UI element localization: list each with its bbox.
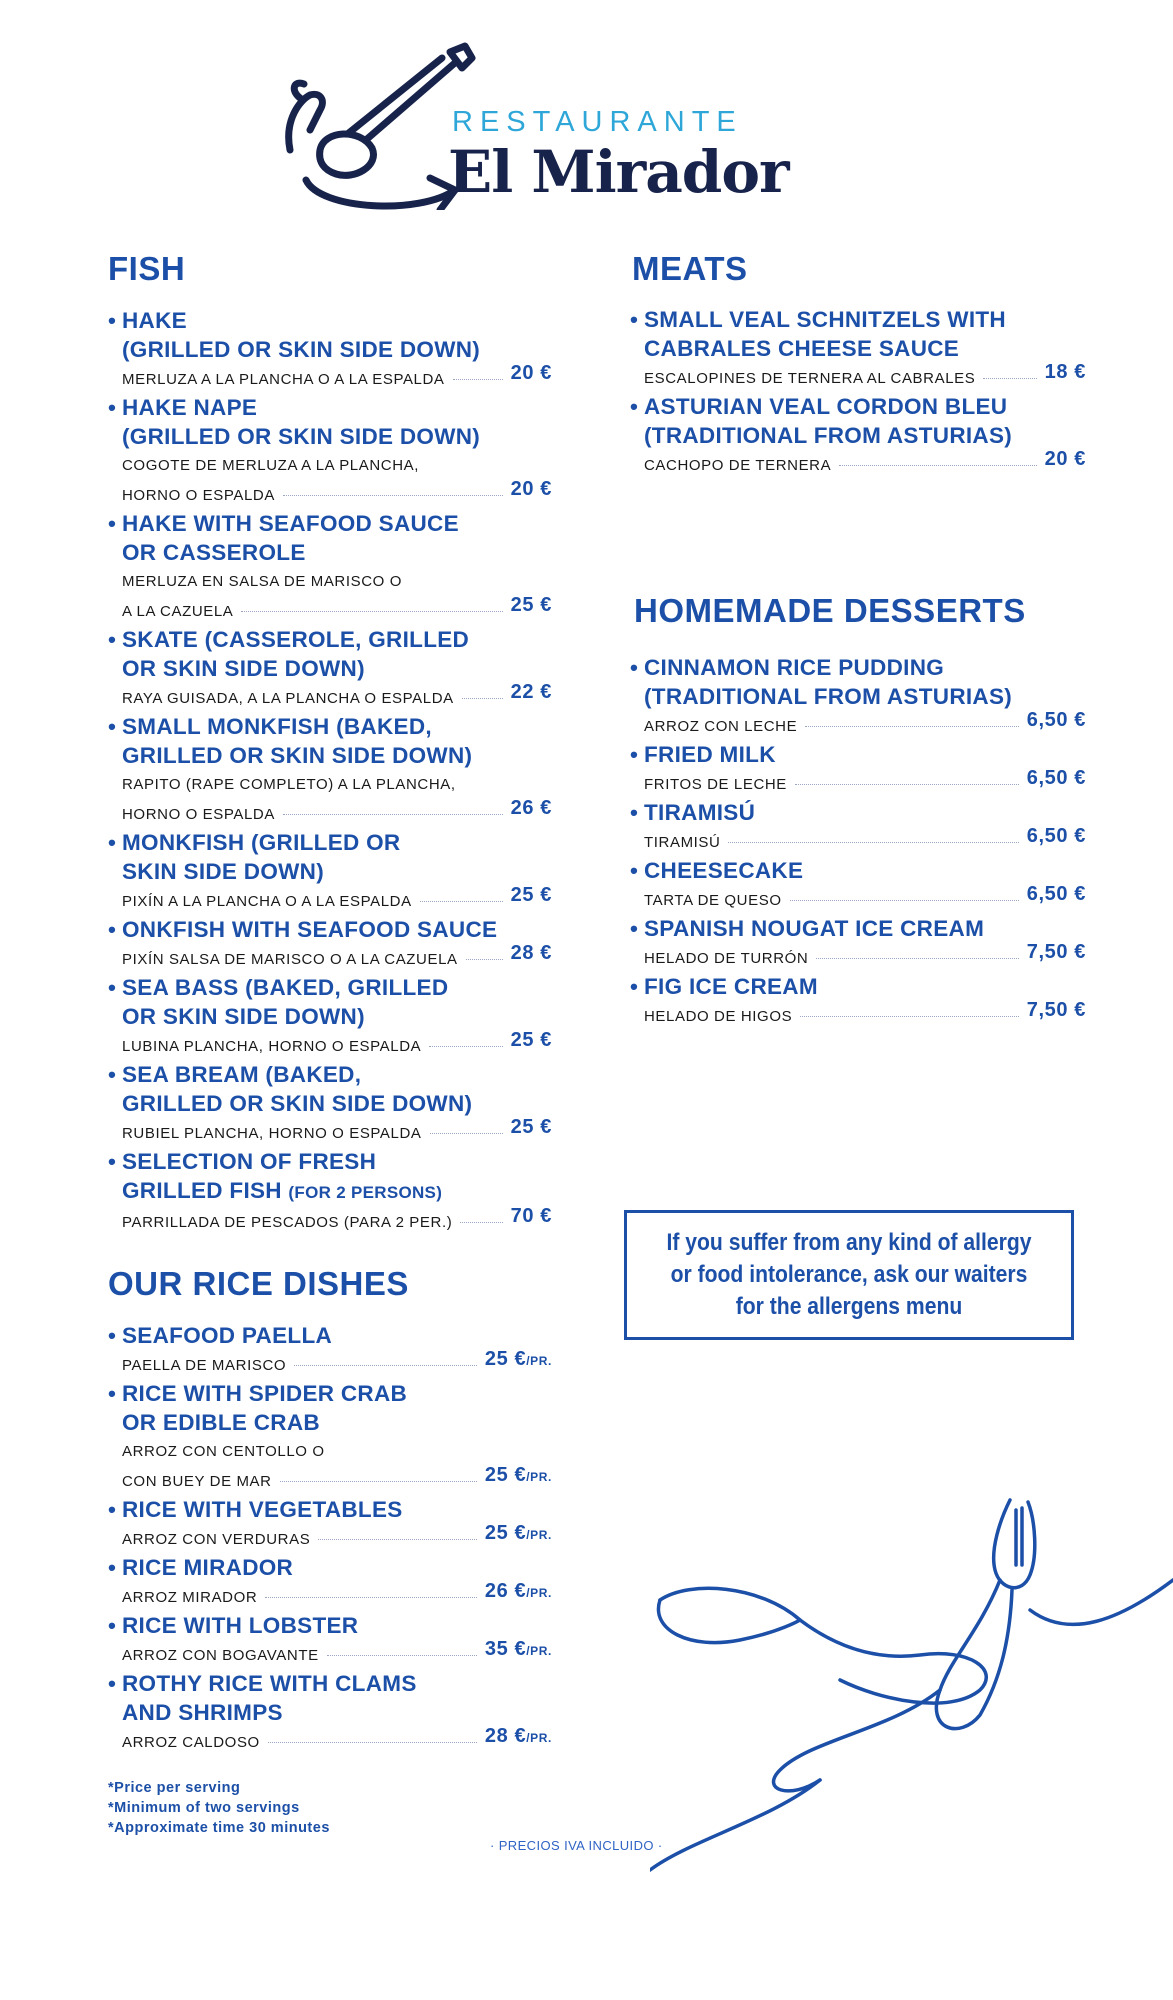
meats-menu-item: [630, 392, 1086, 480]
rice-note: *Minimum of two servings: [108, 1800, 300, 1816]
dotted-leader: [241, 611, 502, 612]
dish-name-en: [630, 305, 1086, 363]
dish-name-text: RICE WITH SPIDER CRAB: [122, 1381, 408, 1406]
fish-menu-item: [108, 509, 552, 626]
dish-name-line: (TRADITIONAL FROM ASTURIAS): [644, 684, 1013, 709]
price-value: 18 €: [1044, 361, 1086, 383]
meats-menu-item: [630, 305, 1086, 393]
dish-name-text: CINNAMON RICE PUDDING: [644, 655, 945, 680]
dish-name-es: [108, 1350, 552, 1381]
dish-spanish-name: ARROZ MIRADOR: [122, 1589, 258, 1606]
dotted-leader: [790, 900, 1019, 901]
dish-spanish-name: ARROZ CON BOGAVANTE: [122, 1647, 319, 1664]
dish-name-line: [630, 972, 1086, 1001]
bullet-icon: •: [108, 975, 117, 1000]
price-value: 20 €: [510, 478, 552, 500]
dish-price: [511, 1202, 552, 1231]
desserts-menu-item: [630, 914, 1086, 973]
dish-name-es: [108, 567, 552, 626]
dish-name-line: [108, 393, 552, 422]
dish-spanish-name: ARROZ CALDOSO: [122, 1734, 260, 1751]
bullet-icon: •: [630, 307, 639, 332]
dish-name-line: [108, 625, 552, 654]
meats-section-title: MEATS: [632, 250, 748, 287]
dish-name-text: SEAFOOD PAELLA: [122, 1323, 333, 1348]
bullet-icon: •: [108, 1149, 117, 1174]
dish-name-text: HAKE: [122, 308, 187, 333]
dish-price: [485, 1577, 552, 1608]
fork-spoon-line-art-icon: [650, 1480, 1173, 1880]
rice-menu-item: [108, 1553, 552, 1613]
dish-spanish-name: COGOTE DE MERLUZA A LA PLANCHA,: [122, 457, 420, 474]
dish-spanish-name: RAYA GUISADA, A LA PLANCHA O ESPALDA: [122, 690, 454, 707]
price-value: 6,50 €: [1026, 767, 1086, 789]
dotted-leader: [460, 1222, 502, 1223]
rice-menu-item: [108, 1379, 552, 1497]
dish-price: [485, 1519, 552, 1550]
dish-spanish-name: MERLUZA EN SALSA DE MARISCO O: [122, 573, 402, 590]
bullet-icon: •: [108, 308, 117, 333]
dish-name-line: [630, 856, 1086, 885]
bullet-icon: •: [108, 395, 117, 420]
price-value: 25 €: [510, 1116, 552, 1138]
dish-spanish-name: ARROZ CON LECHE: [644, 718, 798, 735]
dotted-leader: [983, 378, 1036, 379]
dish-name-line: [108, 1379, 552, 1408]
dish-name-note: (FOR 2 PERSONS): [288, 1183, 443, 1202]
dish-name-text: TIRAMISÚ: [644, 800, 756, 825]
dish-name-line: CABRALES CHEESE SAUCE: [644, 336, 960, 361]
dotted-leader: [420, 901, 503, 902]
dish-spanish-name: MERLUZA A LA PLANCHA O A LA ESPALDA: [122, 371, 445, 388]
dish-price: [511, 1113, 552, 1142]
price-value: 20 €: [1044, 448, 1086, 470]
dish-name-en: [108, 625, 552, 683]
dish-name-line: SKIN SIDE DOWN): [122, 859, 325, 884]
dish-spanish-name: TIRAMISÚ: [644, 834, 721, 851]
dish-name-es: [630, 827, 1086, 857]
dish-name-line: [108, 828, 552, 857]
dish-name-line: [108, 509, 552, 538]
dish-spanish-name: TARTA DE QUESO: [644, 892, 782, 909]
price-value: 20 €: [510, 362, 552, 384]
fish-menu-item: [108, 915, 552, 974]
dish-spanish-name: HORNO O ESPALDA: [122, 487, 275, 504]
price-unit: /PR.: [526, 1528, 552, 1542]
dish-name-en: [108, 1669, 552, 1727]
dish-name-es: [108, 1524, 552, 1555]
dish-name-line: GRILLED OR SKIN SIDE DOWN): [122, 1091, 473, 1116]
bullet-icon: •: [108, 627, 117, 652]
allergy-notice-text: If you suffer from any kind of allergy or food intolerance, ask our waiters for the allergens menu: [666, 1229, 1032, 1320]
dish-name-en: [108, 393, 552, 451]
dish-price: [485, 1722, 552, 1753]
dish-name-es: [108, 683, 552, 713]
rice-menu-item: [108, 1611, 552, 1671]
desserts-menu-item: [630, 740, 1086, 799]
fish-menu-item: [108, 306, 552, 394]
dish-name-line: [108, 915, 552, 944]
price-value: 6,50 €: [1026, 883, 1086, 905]
dish-name-line: OR CASSEROLE: [122, 540, 306, 565]
dish-name-en: [108, 712, 552, 770]
dotted-leader: [816, 958, 1018, 959]
price-value: 22 €: [510, 681, 552, 703]
dotted-leader: [453, 379, 503, 380]
dish-price: [1027, 938, 1086, 967]
desserts-menu-item: [630, 653, 1086, 741]
dish-name-en: [630, 972, 1086, 1001]
dish-price: [511, 939, 552, 968]
bullet-icon: •: [108, 1555, 117, 1580]
dish-price: [485, 1461, 552, 1492]
desserts-menu-item: [630, 856, 1086, 915]
allergy-notice-box: [624, 1210, 1074, 1340]
dish-name-text: SMALL VEAL SCHNITZELS WITH: [644, 307, 1006, 332]
dish-name-text: RICE WITH VEGETABLES: [122, 1497, 403, 1522]
desserts-menu-item: [630, 798, 1086, 857]
dish-price: [485, 1345, 552, 1376]
dish-name-es: [108, 1031, 552, 1061]
dish-name-text: SEA BASS (BAKED, GRILLED: [122, 975, 449, 1000]
price-value: 28 €: [510, 942, 552, 964]
dish-name-line: GRILLED OR SKIN SIDE DOWN): [122, 743, 473, 768]
brand-subtitle: RESTAURANTE: [452, 106, 743, 138]
dish-name-line: OR SKIN SIDE DOWN): [122, 1004, 365, 1029]
dish-name-line: [122, 1176, 552, 1207]
dish-name-text: FRIED MILK: [644, 742, 776, 767]
dish-price: [1027, 822, 1086, 851]
dish-spanish-name: CON BUEY DE MAR: [122, 1473, 272, 1490]
fish-menu-item: [108, 973, 552, 1061]
dish-name-line: AND SHRIMPS: [122, 1700, 283, 1725]
dish-name-line: [630, 914, 1086, 943]
dish-name-es: [108, 1727, 552, 1758]
price-value: 28 €: [484, 1725, 527, 1747]
price-value: 25 €: [484, 1522, 527, 1544]
dish-name-line: [630, 305, 1086, 334]
dotted-leader: [466, 959, 503, 960]
dish-name-line: (TRADITIONAL FROM ASTURIAS): [644, 423, 1013, 448]
dish-name-es: [108, 1437, 552, 1497]
dish-name-text: CHEESECAKE: [644, 858, 804, 883]
dish-name-es: [630, 711, 1086, 741]
rice-menu-item: [108, 1669, 552, 1758]
bullet-icon: •: [630, 742, 639, 767]
dish-name-en: [630, 740, 1086, 769]
dish-name-es: [108, 1582, 552, 1613]
dish-price: [1045, 358, 1086, 387]
dotted-leader: [283, 495, 503, 496]
bullet-icon: •: [630, 394, 639, 419]
dish-name-line: [108, 1669, 552, 1698]
dish-name-es: [630, 1001, 1086, 1031]
dish-price: [485, 1635, 552, 1666]
dish-spanish-name: HELADO DE TURRÓN: [644, 950, 809, 967]
dish-name-line: [630, 798, 1086, 827]
bullet-icon: •: [630, 858, 639, 883]
dish-name-es: [108, 770, 552, 829]
dish-name-text: SEA BREAM (BAKED,: [122, 1062, 362, 1087]
dish-price: [1027, 880, 1086, 909]
dish-price: [1027, 996, 1086, 1025]
dish-name-line: [108, 973, 552, 1002]
dish-spanish-name: PIXÍN A LA PLANCHA O A LA ESPALDA: [122, 893, 412, 910]
dish-name-en: [108, 1147, 552, 1207]
dish-spanish-name: HORNO O ESPALDA: [122, 806, 275, 823]
dish-name-text: SMALL MONKFISH (BAKED,: [122, 714, 432, 739]
price-unit: /PR.: [526, 1731, 552, 1745]
rice-menu-item: [108, 1321, 552, 1381]
bullet-icon: •: [630, 916, 639, 941]
dotted-leader: [430, 1133, 503, 1134]
price-value: 25 €: [484, 1464, 527, 1486]
dish-price: [1027, 764, 1086, 793]
dish-price: [1027, 706, 1086, 735]
price-unit: /PR.: [526, 1470, 552, 1484]
dish-name-en: [108, 1379, 552, 1437]
dotted-leader: [318, 1539, 477, 1540]
dish-name-text: SELECTION OF FRESH: [122, 1149, 377, 1174]
dotted-leader: [728, 842, 1018, 843]
dish-name-line: [108, 1147, 552, 1176]
dish-name-line: OR SKIN SIDE DOWN): [122, 656, 365, 681]
bullet-icon: •: [108, 714, 117, 739]
price-value: 25 €: [484, 1348, 527, 1370]
price-value: 70 €: [510, 1205, 552, 1227]
dish-price: [511, 475, 552, 504]
dish-name-es: [108, 886, 552, 916]
dish-name-text: FIG ICE CREAM: [644, 974, 818, 999]
bullet-icon: •: [108, 1323, 117, 1348]
dish-name-line: [630, 392, 1086, 421]
rice-note: *Approximate time 30 minutes: [108, 1820, 330, 1836]
dish-price: [511, 1026, 552, 1055]
dish-spanish-name: RAPITO (RAPE COMPLETO) A LA PLANCHA,: [122, 776, 456, 793]
dish-name-en: [630, 856, 1086, 885]
dotted-leader: [283, 814, 503, 815]
price-value: 35 €: [484, 1638, 527, 1660]
price-value: 26 €: [510, 797, 552, 819]
dotted-leader: [268, 1742, 477, 1743]
fish-menu-item: [108, 712, 552, 829]
dish-spanish-name: ARROZ CON VERDURAS: [122, 1531, 311, 1548]
dish-name-en: [108, 1060, 552, 1118]
price-value: 25 €: [510, 884, 552, 906]
dish-name-text: HAKE NAPE: [122, 395, 258, 420]
bullet-icon: •: [108, 1671, 117, 1696]
dish-name-line: [108, 712, 552, 741]
dish-name-es: [108, 451, 552, 510]
fish-menu-item: [108, 828, 552, 916]
desserts-menu-item: [630, 972, 1086, 1031]
dish-name-line: [630, 740, 1086, 769]
dish-name-es: [630, 450, 1086, 480]
price-unit: /PR.: [526, 1644, 552, 1658]
dish-name-es: [630, 769, 1086, 799]
bullet-icon: •: [108, 1497, 117, 1522]
dish-spanish-name: ESCALOPINES DE TERNERA AL CABRALES: [644, 370, 976, 387]
bullet-icon: •: [108, 1613, 117, 1638]
dish-spanish-name: CACHOPO DE TERNERA: [644, 457, 832, 474]
dish-name-es: [108, 944, 552, 974]
price-value: 25 €: [510, 1029, 552, 1051]
price-value: 6,50 €: [1026, 709, 1086, 731]
price-unit: /PR.: [526, 1586, 552, 1600]
dish-price: [511, 678, 552, 707]
dotted-leader: [839, 465, 1036, 466]
dish-name-en: [108, 306, 552, 364]
dish-price: [1045, 445, 1086, 474]
dish-name-en: [630, 392, 1086, 450]
fish-menu-item: [108, 1060, 552, 1148]
dotted-leader: [280, 1481, 477, 1482]
fish-menu-item: [108, 625, 552, 713]
dish-name-text: ASTURIAN VEAL CORDON BLEU: [644, 394, 1008, 419]
brand-name: El Mirador: [448, 138, 789, 206]
dish-spanish-name: RUBIEL PLANCHA, HORNO O ESPALDA: [122, 1125, 422, 1142]
dish-name-es: [108, 1640, 552, 1671]
bullet-icon: •: [108, 830, 117, 855]
dotted-leader: [800, 1016, 1019, 1017]
dish-name-es: [630, 943, 1086, 973]
fish-menu-item: [108, 393, 552, 510]
dish-name-text: SKATE (CASSEROLE, GRILLED: [122, 627, 470, 652]
dotted-leader: [265, 1597, 477, 1598]
bullet-icon: •: [108, 917, 117, 942]
dish-spanish-name: LUBINA PLANCHA, HORNO O ESPALDA: [122, 1038, 422, 1055]
dish-name-text: SPANISH NOUGAT ICE CREAM: [644, 916, 985, 941]
dish-name-line: OR EDIBLE CRAB: [122, 1410, 320, 1435]
vat-included-note: · PRECIOS IVA INCLUIDO ·: [490, 1838, 663, 1853]
dish-name-text: MONKFISH (GRILLED OR: [122, 830, 401, 855]
dish-spanish-name: FRITOS DE LECHE: [644, 776, 787, 793]
dish-name-es: [108, 1207, 552, 1237]
dotted-leader: [805, 726, 1019, 727]
dish-price: [511, 794, 552, 823]
price-value: 7,50 €: [1026, 941, 1086, 963]
fish-menu-item: [108, 1147, 552, 1237]
dish-name-en: [630, 653, 1086, 711]
dotted-leader: [429, 1046, 502, 1047]
dish-price: [511, 359, 552, 388]
dish-price: [511, 881, 552, 910]
dish-name-es: [630, 363, 1086, 393]
dish-spanish-name: PAELLA DE MARISCO: [122, 1357, 287, 1374]
dish-name-text: ONKFISH WITH SEAFOOD SAUCE: [122, 917, 498, 942]
dish-name-line: [108, 1060, 552, 1089]
dish-name-en: [630, 914, 1086, 943]
bullet-icon: •: [630, 974, 639, 999]
dish-name-text: RICE MIRADOR: [122, 1555, 294, 1580]
dish-name-en: [108, 973, 552, 1031]
dish-name-en: [108, 915, 552, 944]
bullet-icon: •: [108, 1381, 117, 1406]
dish-name-text: GRILLED FISH: [122, 1178, 282, 1203]
dish-name-es: [108, 364, 552, 394]
dish-name-en: [108, 828, 552, 886]
dish-name-line: [108, 306, 552, 335]
dish-spanish-name: HELADO DE HIGOS: [644, 1008, 793, 1025]
dish-name-es: [108, 1118, 552, 1148]
fish-section-title: FISH: [108, 250, 186, 287]
desserts-section-title: HOMEMADE DESSERTS: [634, 592, 1026, 629]
dotted-leader: [327, 1655, 477, 1656]
price-unit: /PR.: [526, 1354, 552, 1368]
dish-price: [511, 591, 552, 620]
bullet-icon: •: [630, 655, 639, 680]
dotted-leader: [462, 698, 503, 699]
dish-spanish-name: ARROZ CON CENTOLLO O: [122, 1443, 325, 1460]
bullet-icon: •: [108, 1062, 117, 1087]
dish-spanish-name: A LA CAZUELA: [122, 603, 234, 620]
rice-note: *Price per serving: [108, 1780, 241, 1796]
rice-menu-item: [108, 1495, 552, 1555]
dish-name-en: [108, 509, 552, 567]
dotted-leader: [795, 784, 1019, 785]
dish-name-text: RICE WITH LOBSTER: [122, 1613, 359, 1638]
rice-section-title: OUR RICE DISHES: [108, 1265, 409, 1302]
bullet-icon: •: [630, 800, 639, 825]
price-value: 25 €: [510, 594, 552, 616]
dish-name-line: [630, 653, 1086, 682]
dish-name-text: HAKE WITH SEAFOOD SAUCE: [122, 511, 459, 536]
dish-name-line: (GRILLED OR SKIN SIDE DOWN): [122, 424, 481, 449]
dish-name-line: (GRILLED OR SKIN SIDE DOWN): [122, 337, 481, 362]
bullet-icon: •: [108, 511, 117, 536]
price-value: 7,50 €: [1026, 999, 1086, 1021]
dotted-leader: [294, 1365, 477, 1366]
dish-name-en: [630, 798, 1086, 827]
dish-name-es: [630, 885, 1086, 915]
dish-spanish-name: PARRILLADA DE PESCADOS (PARA 2 PER.): [122, 1214, 453, 1231]
price-value: 26 €: [484, 1580, 527, 1602]
dish-spanish-name: PIXÍN SALSA DE MARISCO O A LA CAZUELA: [122, 951, 458, 968]
price-value: 6,50 €: [1026, 825, 1086, 847]
dish-name-text: ROTHY RICE WITH CLAMS: [122, 1671, 417, 1696]
